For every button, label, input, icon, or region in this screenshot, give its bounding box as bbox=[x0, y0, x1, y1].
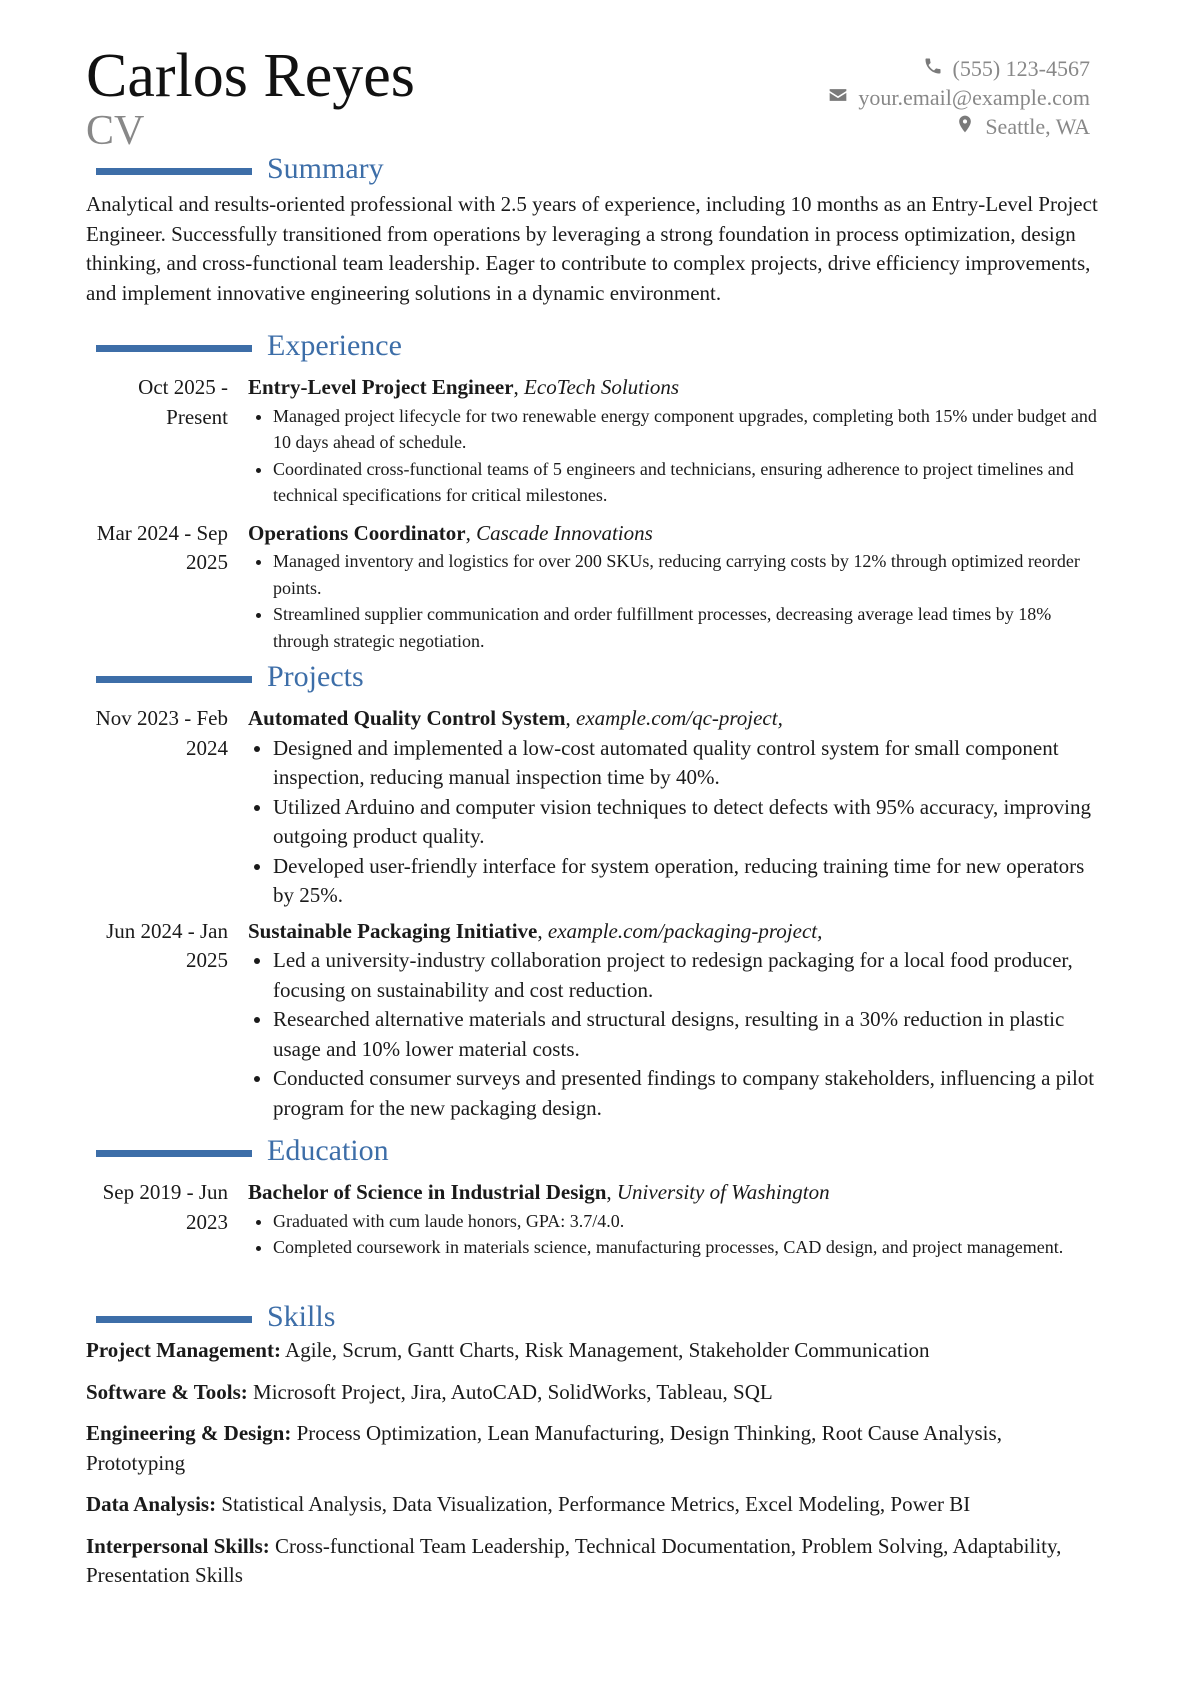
list-item: • Coordinated cross-functional teams of 5 engineers and technicians, ensuring adherence to project timelines and technical specifications for critical milestones. bbox=[273, 456, 1106, 509]
entry-role: Sustainable Packaging Initiative bbox=[248, 918, 538, 943]
summary-section bbox=[86, 154, 1106, 308]
section-title: Education bbox=[267, 1134, 389, 1167]
entry-role: Entry-Level Project Engineer bbox=[248, 375, 514, 399]
entry-heading: Bachelor of Science in Industrial Design, University of Washington bbox=[248, 1180, 830, 1204]
entry-heading: Operations Coordinator, Cascade Innovations bbox=[248, 520, 653, 545]
section-title: Summary bbox=[267, 152, 384, 185]
entry-org: Cascade Innovations bbox=[476, 520, 653, 545]
map-pin-icon bbox=[955, 112, 975, 141]
skill-label: Data Analysis: bbox=[86, 1492, 217, 1516]
entry-date: Mar 2024 - Sep 2025 bbox=[96, 520, 228, 574]
project-link[interactable]: example.com/qc-project, bbox=[576, 706, 783, 730]
experience-section bbox=[86, 331, 1106, 654]
section-bar bbox=[96, 1150, 252, 1157]
section-title: Experience bbox=[267, 329, 402, 362]
skill-label: Interpersonal Skills: bbox=[86, 1533, 270, 1558]
skill-label: Software & Tools: bbox=[86, 1379, 248, 1404]
entry-date: Sep 2019 - Jun 2023 bbox=[102, 1180, 228, 1234]
list-item: • Conducted consumer surveys and presented findings to company stakeholders, influencing a pilot program for the new packaging design. bbox=[273, 1064, 1106, 1123]
skill-value: Statistical Analysis, Data Visualization, Performance Metrics, Excel Modeling, Power BI bbox=[221, 1492, 971, 1516]
entry-heading: Automated Quality Control System, example.com/qc-project, bbox=[248, 706, 783, 730]
entry-date: Oct 2025 - Present bbox=[138, 375, 228, 429]
skill-value: Agile, Scrum, Gantt Charts, Risk Management, Stakeholder Communication bbox=[285, 1338, 930, 1362]
phone-text[interactable]: (555) 123-4567 bbox=[952, 56, 1090, 81]
entry-role: Operations Coordinator bbox=[248, 520, 466, 545]
entry-body bbox=[248, 1178, 1106, 1261]
summary-text: Analytical and results-oriented professional with 2.5 years of experience, including 10 months as an Entry-Level Project Engineer. Successfully transitioned from operations by leveraging a strong foundation in process optimization, design thinking, and cross-functional team leadership. Eager to contribute to complex projects, drive efficiency improvements, and implement innovative engineering solutions in a dynamic environment. bbox=[86, 192, 1098, 305]
bullet-list bbox=[248, 548, 1106, 654]
section-heading bbox=[86, 1302, 1106, 1336]
list-item: • Managed inventory and logistics for over 200 SKUs, reducing carrying costs by 12% through optimized reorder points. bbox=[273, 548, 1106, 601]
skill-row bbox=[86, 1490, 1106, 1520]
skill-value: Microsoft Project, Jira, AutoCAD, SolidWorks, Tableau, SQL bbox=[253, 1379, 773, 1404]
entry-org: University of Washington bbox=[616, 1180, 830, 1204]
section-title: Projects bbox=[267, 660, 364, 693]
bullet-list bbox=[248, 946, 1106, 1123]
entry-org: EcoTech Solutions bbox=[524, 375, 680, 399]
project-entry bbox=[86, 917, 1106, 1124]
list-item: • Led a university-industry collaboration project to redesign packaging for a local food producer, focusing on sustainability and cost reduction. bbox=[273, 946, 1106, 1005]
entry-date: Jun 2024 - Jan 2025 bbox=[106, 918, 228, 972]
list-item: • Researched alternative materials and structural designs, resulting in a 30% reduction in plastic usage and 10% lower material costs. bbox=[273, 1005, 1106, 1064]
entry-date: Nov 2023 - Feb 2024 bbox=[95, 706, 228, 760]
list-item: • Designed and implemented a low-cost automated quality control system for small component inspection, reducing manual inspection time by 40%. bbox=[273, 734, 1106, 793]
envelope-icon bbox=[828, 83, 848, 112]
document-subtitle: CV bbox=[86, 108, 145, 154]
skill-row bbox=[86, 1532, 1106, 1591]
education-section bbox=[86, 1136, 1106, 1261]
skill-label: Engineering & Design: bbox=[86, 1421, 292, 1445]
skill-row bbox=[86, 1378, 1106, 1408]
section-heading bbox=[86, 662, 1106, 696]
entry-role: Automated Quality Control System bbox=[248, 706, 566, 730]
contact-block bbox=[828, 54, 1090, 141]
experience-entry bbox=[86, 373, 1106, 509]
entry-body bbox=[248, 704, 1106, 911]
project-entry bbox=[86, 704, 1106, 911]
education-entry bbox=[86, 1178, 1106, 1261]
contact-phone bbox=[828, 54, 1090, 83]
project-link[interactable]: example.com/packaging-project, bbox=[547, 918, 823, 943]
section-bar bbox=[96, 676, 252, 683]
skill-label: Project Management: bbox=[86, 1338, 281, 1362]
list-item: • Utilized Arduino and computer vision techniques to detect defects with 95% accuracy, improving outgoing product quality. bbox=[273, 793, 1106, 852]
section-heading bbox=[86, 154, 1106, 188]
bullet-list bbox=[248, 734, 1106, 911]
bullet-list bbox=[248, 1208, 1106, 1261]
entry-role: Bachelor of Science in Industrial Design bbox=[248, 1180, 607, 1204]
entry-body bbox=[248, 519, 1106, 655]
section-heading bbox=[86, 1136, 1106, 1170]
phone-icon bbox=[923, 54, 943, 83]
entry-body bbox=[248, 373, 1106, 509]
skills-list bbox=[86, 1336, 1106, 1591]
section-title: Skills bbox=[267, 1300, 336, 1333]
entry-heading: Sustainable Packaging Initiative, example.com/packaging-project, bbox=[248, 918, 823, 943]
section-bar bbox=[96, 168, 252, 175]
candidate-name: Carlos Reyes bbox=[86, 42, 415, 110]
contact-email bbox=[828, 83, 1090, 112]
section-bar bbox=[96, 345, 252, 352]
skills-section bbox=[86, 1302, 1106, 1603]
skill-row bbox=[86, 1336, 1106, 1366]
list-item: • Developed user-friendly interface for system operation, reducing training time for new operators by 25%. bbox=[273, 852, 1106, 911]
projects-section bbox=[86, 662, 1106, 1123]
header bbox=[86, 40, 1090, 160]
experience-entry bbox=[86, 519, 1106, 655]
list-item: • Completed coursework in materials science, manufacturing processes, CAD design, and project management. bbox=[273, 1234, 1106, 1261]
skill-value: Cross-functional Team Leadership, Technical Documentation, Problem Solving, Adaptability, Presentation Skills bbox=[86, 1533, 1062, 1587]
email-text[interactable]: your.email@example.com bbox=[858, 85, 1090, 110]
entry-body bbox=[248, 917, 1106, 1124]
skill-row bbox=[86, 1419, 1106, 1478]
contact-location bbox=[828, 112, 1090, 141]
entry-heading: Entry-Level Project Engineer, EcoTech Solutions bbox=[248, 375, 680, 399]
skill-value: Process Optimization, Lean Manufacturing, Design Thinking, Root Cause Analysis, Prototyping bbox=[86, 1421, 1002, 1475]
location-text: Seattle, WA bbox=[985, 114, 1090, 139]
list-item: • Managed project lifecycle for two renewable energy component upgrades, completing both 15% under budget and 10 days ahead of schedule. bbox=[273, 403, 1106, 456]
section-bar bbox=[96, 1316, 252, 1323]
list-item: • Streamlined supplier communication and order fulfillment processes, decreasing average lead times by 18% through strategic negotiation. bbox=[273, 601, 1106, 654]
list-item: • Graduated with cum laude honors, GPA: 3.7/4.0. bbox=[273, 1208, 1106, 1235]
section-heading bbox=[86, 331, 1106, 365]
bullet-list bbox=[248, 403, 1106, 509]
